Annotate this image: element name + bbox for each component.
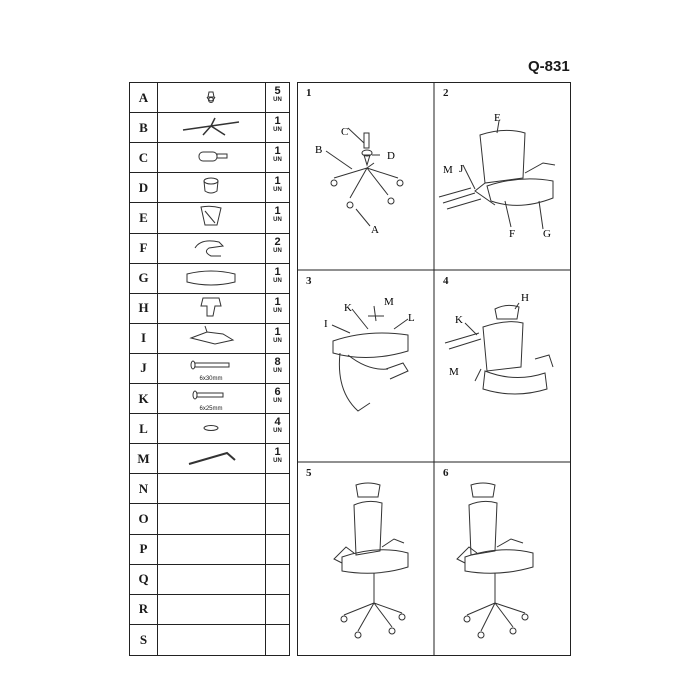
step-number: 3 [306, 275, 312, 287]
step-number: 2 [443, 87, 449, 99]
step-6-completed-chair-illustration [435, 463, 571, 655]
quantity-unit: UN [273, 187, 282, 194]
part-image [157, 143, 266, 172]
part-image [157, 414, 266, 443]
part-quantity [266, 595, 289, 624]
quantity-unit: UN [273, 458, 282, 465]
quantity-unit: UN [273, 157, 282, 164]
part-letter: I [130, 324, 158, 353]
part-quantity [266, 234, 289, 263]
part-row-p [130, 535, 289, 565]
part-letter: S [130, 625, 158, 655]
star-base-icon [157, 113, 265, 143]
headrest-icon [157, 294, 265, 324]
part-label-h: H [521, 292, 529, 304]
gas-lift-icon [157, 143, 265, 173]
part-label-f: F [509, 228, 516, 240]
quantity-unit: UN [273, 127, 282, 134]
parts-list-table [129, 82, 290, 656]
part-image [157, 264, 266, 293]
quantity-number: 1 [274, 115, 281, 128]
quantity-number: 1 [274, 145, 281, 158]
armrest-icon [157, 234, 265, 264]
part-image [157, 444, 266, 473]
caster-wheel-icon [157, 83, 265, 113]
quantity-number: 4 [274, 416, 281, 429]
seat-cushion-icon [157, 264, 265, 294]
part-letter: G [130, 264, 158, 293]
step-number: 1 [306, 87, 312, 99]
part-label-j: J [459, 163, 464, 175]
part-letter: M [130, 444, 158, 473]
part-quantity [266, 565, 289, 594]
part-quantity [266, 504, 289, 533]
backrest-icon [157, 203, 265, 233]
part-letter: N [130, 474, 158, 503]
part-quantity [266, 474, 289, 503]
part-label-c: C [341, 126, 349, 138]
part-row-g [130, 264, 289, 294]
part-letter: H [130, 294, 158, 323]
part-letter: P [130, 535, 158, 564]
part-image [157, 234, 266, 263]
part-label-m: M [449, 366, 459, 378]
cylinder-cover-icon [157, 173, 265, 203]
part-row-o [130, 504, 289, 534]
step-1 [298, 83, 434, 273]
part-label-l: L [408, 312, 415, 324]
quantity-unit: UN [273, 367, 282, 374]
part-image [157, 83, 266, 112]
part-letter: F [130, 234, 158, 263]
model-number: Q-831 [528, 58, 570, 75]
quantity-unit: UN [273, 217, 282, 224]
step-number: 6 [443, 467, 449, 479]
part-quantity [266, 264, 289, 293]
part-image [157, 625, 266, 655]
part-image [157, 203, 266, 232]
part-label-k: K [344, 302, 352, 314]
part-row-n [130, 474, 289, 504]
part-label-b: B [315, 144, 323, 156]
washer-icon [157, 414, 265, 444]
part-image [157, 504, 266, 533]
step-3 [298, 271, 434, 461]
part-image [157, 113, 266, 142]
part-quantity [266, 444, 289, 473]
step-number: 4 [443, 275, 449, 287]
part-image [157, 294, 266, 323]
quantity-number: 1 [274, 295, 281, 308]
part-label-i: I [324, 318, 328, 330]
quantity-unit: UN [273, 247, 282, 254]
quantity-unit: UN [273, 428, 282, 435]
step-4-headrest-illustration [435, 271, 571, 463]
step-2-backrest-seat-illustration [435, 83, 571, 271]
part-row-m [130, 444, 289, 474]
step-5-completed-chair-illustration [298, 463, 434, 655]
quantity-number: 1 [274, 325, 281, 338]
part-row-e [130, 203, 289, 233]
part-letter: J [130, 354, 158, 383]
part-image [157, 384, 266, 413]
quantity-number: 6 [274, 386, 281, 399]
part-row-j [130, 354, 289, 384]
allen-key-icon [157, 444, 265, 474]
quantity-unit: UN [273, 277, 282, 284]
part-letter: R [130, 595, 158, 624]
quantity-number: 1 [274, 446, 281, 459]
part-quantity [266, 625, 289, 655]
quantity-unit: UN [273, 307, 282, 314]
quantity-unit: UN [273, 398, 282, 405]
part-image [157, 595, 266, 624]
quantity-unit: UN [273, 337, 282, 344]
part-row-i [130, 324, 289, 354]
part-quantity [266, 414, 289, 443]
part-image [157, 354, 266, 383]
quantity-number: 1 [274, 265, 281, 278]
part-letter: O [130, 504, 158, 533]
part-label-a: A [371, 224, 379, 236]
part-quantity [266, 354, 289, 383]
quantity-number: 8 [274, 355, 281, 368]
part-image [157, 535, 266, 564]
part-size: 6x30mm [199, 376, 223, 383]
part-row-s [130, 625, 289, 655]
quantity-number: 1 [274, 175, 281, 188]
step-4 [435, 271, 571, 461]
part-image [157, 324, 266, 353]
part-quantity [266, 324, 289, 353]
part-image [157, 474, 266, 503]
part-size: 6x25mm [199, 406, 223, 413]
part-letter: Q [130, 565, 158, 594]
part-label-e: E [494, 112, 501, 124]
part-letter: C [130, 143, 158, 172]
part-letter: L [130, 414, 158, 443]
part-row-b [130, 113, 289, 143]
part-letter: E [130, 203, 158, 232]
part-label-g: G [543, 228, 551, 240]
part-quantity [266, 113, 289, 142]
part-letter: D [130, 173, 158, 202]
quantity-number: 5 [274, 85, 281, 97]
part-letter: A [130, 83, 158, 112]
part-row-r [130, 595, 289, 625]
part-row-h [130, 294, 289, 324]
part-quantity [266, 143, 289, 172]
step-5 [298, 463, 434, 653]
part-row-f [130, 234, 289, 264]
quantity-number: 2 [274, 235, 281, 248]
step-6 [435, 463, 571, 653]
step-number: 5 [306, 467, 312, 479]
part-label-k: K [455, 314, 463, 326]
part-label-m: M [443, 164, 453, 176]
step-2 [435, 83, 571, 273]
part-row-c [130, 143, 289, 173]
part-quantity [266, 384, 289, 413]
part-row-k [130, 384, 289, 414]
part-letter: B [130, 113, 158, 142]
part-row-l [130, 414, 289, 444]
part-row-d [130, 173, 289, 203]
part-quantity [266, 173, 289, 202]
part-row-q [130, 565, 289, 595]
part-row-a [130, 83, 289, 113]
part-label-m: M [384, 296, 394, 308]
part-image [157, 565, 266, 594]
part-quantity [266, 83, 289, 112]
quantity-unit: UN [273, 97, 282, 103]
step-1-base-assembly-illustration [298, 83, 434, 271]
part-quantity [266, 294, 289, 323]
step-3-mechanism-illustration [298, 271, 434, 463]
part-image [157, 173, 266, 202]
part-label-d: D [387, 150, 395, 162]
part-letter: K [130, 384, 158, 413]
assembly-steps-grid [297, 82, 571, 656]
tilt-mechanism-icon [157, 324, 265, 354]
part-quantity [266, 535, 289, 564]
quantity-number: 1 [274, 205, 281, 218]
part-quantity [266, 203, 289, 232]
